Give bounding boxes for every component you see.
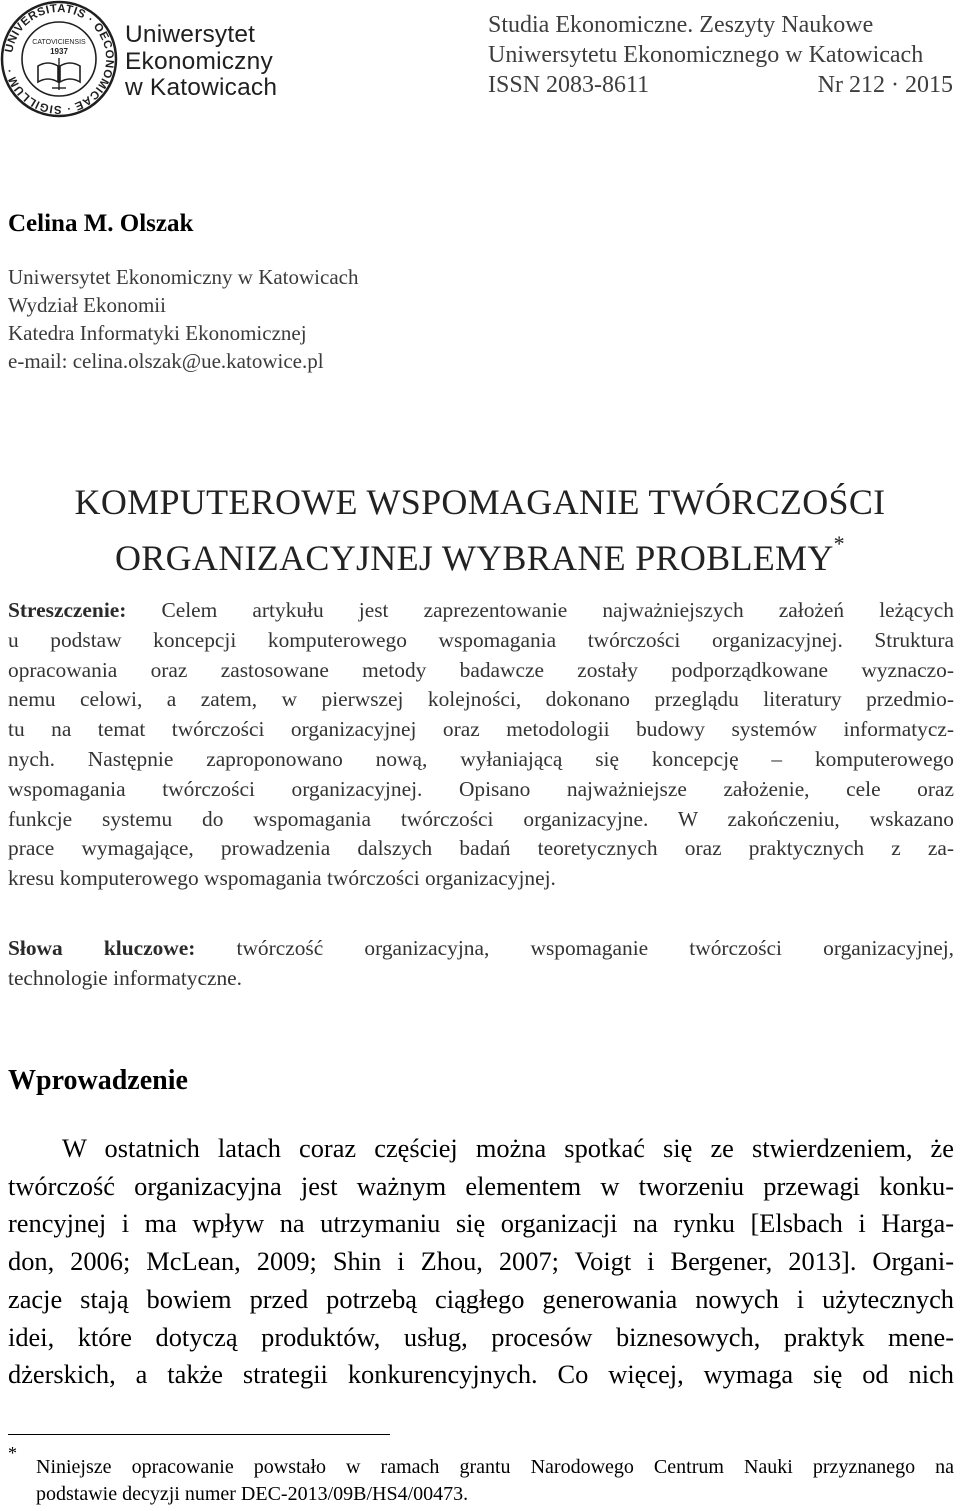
svg-text:UNIVERSITATIS · OECONOMICAE ·: UNIVERSITATIS · OECONOMICAE · SIGILLUM · [3, 2, 116, 116]
title-line: ORGANIZACYJNEJ WYBRANE PROBLEMY [115, 538, 834, 578]
abstract-line: funkcje systemu do wspomagania twórczości organizacyjne. W zakończeniu, wskazano [8, 806, 954, 831]
abstract-text: Celem artykułu jest zaprezentowanie najważniejszych założeń leżących [126, 598, 954, 622]
title-line: KOMPUTEROWE WSPOMAGANIE TWÓRCZOŚCI [74, 482, 886, 522]
keywords-label: Słowa kluczowe: [8, 936, 196, 960]
body-line: W ostatnich latach coraz częściej można spotkać się ze stwierdzeniem, że [62, 1133, 954, 1163]
body-line: rencyjnej i ma wpływ na utrzymaniu się organizacji na rynku [Elsbach i Harga- [8, 1208, 954, 1239]
journal-title: Studia Ekonomiczne. Zeszyty Naukowe [488, 12, 874, 38]
body-line: twórczość organizacyjna jest ważnym elementem w tworzeniu przewagi konku- [8, 1170, 954, 1201]
abstract-line [8, 596, 954, 626]
body-line: dżerskich, a także strategii konkurencyjnych. Co więcej, wymaga się od nich [8, 1359, 954, 1390]
abstract-line: kresu komputerowego wspomagania twórczości organizacyjnej. [8, 866, 556, 891]
affiliation-line: Katedra Informatyki Ekonomicznej [8, 321, 307, 345]
section-heading: Wprowadzenie [8, 1065, 188, 1096]
abstract-line: tu na temat twórczości organizacyjnej oraz metodologii budowy systemów informatycz- [8, 717, 954, 742]
abstract-line: prace wymagające, prowadzenia dalszych badań teoretycznych oraz praktycznych z za- [8, 836, 954, 861]
author-email: e-mail: celina.olszak@ue.katowice.pl [8, 349, 324, 373]
affiliation-line: Uniwersytet Ekonomiczny w Katowicach [8, 265, 359, 289]
footnote-line: podstawie decyzji numer DEC-2013/09B/HS4/00473. [36, 1482, 469, 1505]
affiliation-line: Wydział Ekonomii [8, 293, 166, 317]
wordmark-line: Ekonomiczny [125, 47, 273, 75]
svg-text:1937: 1937 [50, 47, 68, 56]
article-title [0, 478, 960, 582]
abstract [8, 596, 954, 894]
abstract-line: u podstaw koncepcji komputerowego wspomagania twórczości organizacyjnej. Struktura [8, 627, 954, 652]
body-line: idei, które dotyczą produktów, usług, procesów biznesowych, praktyk mene- [8, 1321, 954, 1352]
journal-meta [488, 70, 953, 100]
abstract-line: wspomagania twórczości organizacyjnej. Opisano najważniejsze założenie, cele oraz [8, 776, 954, 801]
wordmark-line: w Katowicach [125, 74, 278, 101]
svg-text:CATOVICIENSIS: CATOVICIENSIS [32, 39, 86, 46]
abstract-label: Streszczenie: [8, 598, 127, 622]
body-line: zacje stają bowiem przed potrzebą ciągłego generowania nowych i użytecznych [8, 1283, 954, 1314]
university-wordmark [125, 22, 277, 102]
keywords-line [8, 934, 954, 964]
title-footnote-mark: * [833, 531, 845, 556]
university-seal-logo [0, 0, 118, 118]
keywords-text: twórczość organizacyjna, wspomaganie twórczości organizacyjnej, [195, 936, 954, 960]
footnote-marker: * [8, 1443, 17, 1463]
footnote-divider [8, 1434, 390, 1435]
footnote-line: Niniejsze opracowanie powstało w ramach grantu Narodowego Centrum Nauki przyznanego na [36, 1456, 954, 1478]
author-affiliation [8, 263, 358, 375]
body-line: don, 2006; McLean, 2009; Shin i Zhou, 2007; Voigt i Bergener, 2013]. Organi- [8, 1246, 954, 1277]
wordmark-line: Uniwersytet [125, 21, 256, 48]
issn: ISSN 2083-8611 [488, 72, 650, 98]
abstract-line: opracowania oraz zastosowane metody badawcze zostały podporządkowane wyznaczo- [8, 657, 954, 682]
title-line-2 [0, 526, 960, 582]
keywords [8, 934, 954, 994]
author-name: Celina M. Olszak [8, 210, 194, 237]
journal-header [488, 10, 953, 100]
abstract-line: nych. Następnie zaproponowano nową, wyłaniającą się koncepcję – komputerowego [8, 746, 954, 771]
introduction-body [8, 1130, 954, 1394]
abstract-line: nemu celowi, a zatem, w pierwszej kolejności, dokonano przeglądu literatury przedmio- [8, 687, 954, 712]
keywords-line: technologie informatyczne. [8, 965, 243, 990]
journal-publisher: Uniwersytetu Ekonomicznego w Katowicach [488, 42, 924, 68]
footnote [36, 1454, 954, 1507]
issue-number: Nr 212 · 2015 [817, 72, 953, 98]
